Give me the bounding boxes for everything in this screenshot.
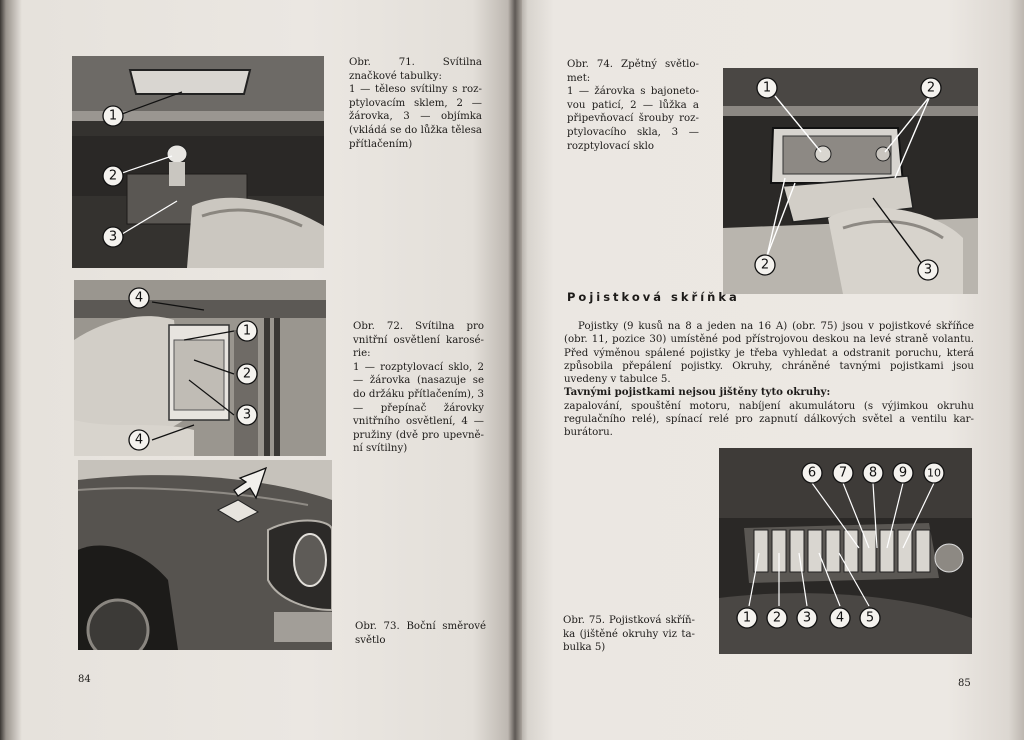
svg-text:2: 2 [760, 257, 770, 273]
fig75-callout-8 [863, 463, 883, 483]
paragraph-fuses: Pojistky (9 kusů na 8 a jeden na 16 A) (obr. 75) jsou v pojistkové skříňce (obr. 11, pozice 30) umístěné pod přístrojovou deskou na levé straně volantu. Před výměnou spálené pojistky je třeba vyhledat a odstranit poruchu, která způsobila přepálení pojistky. Okruhy, chráněné tavnými pojistkami jsou uvedeny v tabulce 5. [564, 321, 974, 386]
fig75-callout-7 [833, 463, 853, 483]
fig74-caption [567, 58, 699, 153]
svg-text:1: 1 [742, 610, 752, 626]
fig72-caption-body: 1 — rozptylovací sklo, 2 — žárovka (nasazuje se do držáku přítlačením), 3 — přepínač žárovky vnitřního osvětlení, 4 — pružiny (dvě pro upevnění svítilny) [353, 361, 484, 455]
fig75-callout-5 [860, 608, 880, 628]
svg-text:1: 1 [108, 108, 118, 124]
fig75-callout-3 [797, 608, 817, 628]
fig71-caption [349, 56, 482, 151]
svg-text:2: 2 [926, 80, 936, 96]
fig75-illustration [719, 448, 972, 654]
fig73-photo [78, 460, 332, 650]
paragraph-unprotected-heading: Tavnými pojistkami nejsou jištěny tyto okruhy: [564, 386, 831, 399]
fig71-caption-body: 1 — těleso svítilny s rozptylovacím sklem, 2 — žárovka, 3 — objímka (vkládá se do lůžka tělesa přítlačením) [349, 84, 482, 150]
fig72-callout-1 [237, 321, 257, 341]
page-number-right: 85 [958, 678, 971, 689]
fig75-callout-1 [737, 608, 757, 628]
fig71-callout-1 [103, 106, 123, 126]
svg-text:3: 3 [242, 407, 252, 423]
body-text [564, 320, 974, 440]
fig74-callout-2-bottom [755, 255, 775, 275]
fig72-caption-title: Obr. 72. Svítilna pro vnitřní osvětlení karosérie: [353, 321, 484, 360]
fig74-callout-2-top [921, 78, 941, 98]
svg-text:2: 2 [242, 366, 252, 382]
fig71-photo [72, 56, 324, 268]
fig75-callout-10 [924, 463, 944, 483]
fig73-caption [355, 620, 486, 647]
svg-text:2: 2 [108, 168, 118, 184]
fig75-callout-6 [802, 463, 822, 483]
svg-text:3: 3 [923, 262, 933, 278]
fig72-callout-3 [237, 405, 257, 425]
svg-text:4: 4 [134, 290, 144, 306]
fig75-photo [719, 448, 972, 654]
fig73-caption-text: Obr. 73. Boční směrové světlo [355, 621, 486, 646]
fig72-callout-2 [237, 364, 257, 384]
svg-text:7: 7 [838, 465, 848, 481]
svg-text:5: 5 [865, 610, 875, 626]
fig73-illustration [78, 460, 332, 650]
svg-text:1: 1 [762, 80, 772, 96]
fig74-callout-3 [918, 260, 938, 280]
svg-text:10: 10 [927, 466, 941, 480]
fig72-callout-4-bottom [129, 430, 149, 450]
svg-text:4: 4 [835, 610, 845, 626]
svg-text:8: 8 [868, 465, 878, 481]
page-number-left: 84 [78, 674, 91, 685]
fig74-caption-title: Obr. 74. Zpětný světlomet: [567, 59, 699, 84]
section-title: Pojistková skříňka [567, 290, 740, 304]
fig75-callout-4 [830, 608, 850, 628]
fig74-photo [723, 68, 978, 294]
svg-text:3: 3 [802, 610, 812, 626]
svg-text:2: 2 [772, 610, 782, 626]
svg-text:3: 3 [108, 229, 118, 245]
fig74-callout-1 [757, 78, 777, 98]
book-gutter [508, 0, 522, 740]
fig71-callout-3 [103, 227, 123, 247]
fig71-illustration [72, 56, 324, 268]
svg-text:4: 4 [134, 432, 144, 448]
svg-text:9: 9 [898, 465, 908, 481]
fig71-callout-2 [103, 166, 123, 186]
paragraph-unprotected-circuits: zapalování, spouštění motoru, nabíjení akumulátoru (s výjimkou okruhu regulačního relé), spínací relé pro zapnutí dálkových světel a ventilu karburátoru. [564, 400, 974, 439]
fig72-callout-4-top [129, 288, 149, 308]
svg-text:1: 1 [242, 323, 252, 339]
fig72-photo [74, 280, 326, 456]
fig71-caption-title: Obr. 71. Svítilna značkové tabulky: [349, 57, 482, 82]
fig74-caption-body: 1 — žárovka s bajonetovou paticí, 2 — lůžka a připevňovací šrouby rozptylovacího skla, 3 — rozptylovací sklo [567, 86, 699, 152]
fig75-caption [563, 614, 695, 655]
fig75-caption-text: Obr. 75. Pojistková skříňka (jištěné okruhy viz tabulka 5) [563, 615, 695, 654]
fig74-illustration [723, 68, 978, 294]
fig75-callout-9 [893, 463, 913, 483]
fig75-callout-2 [767, 608, 787, 628]
fig72-caption [353, 320, 484, 456]
fig72-illustration [74, 280, 326, 456]
svg-text:6: 6 [807, 465, 817, 481]
